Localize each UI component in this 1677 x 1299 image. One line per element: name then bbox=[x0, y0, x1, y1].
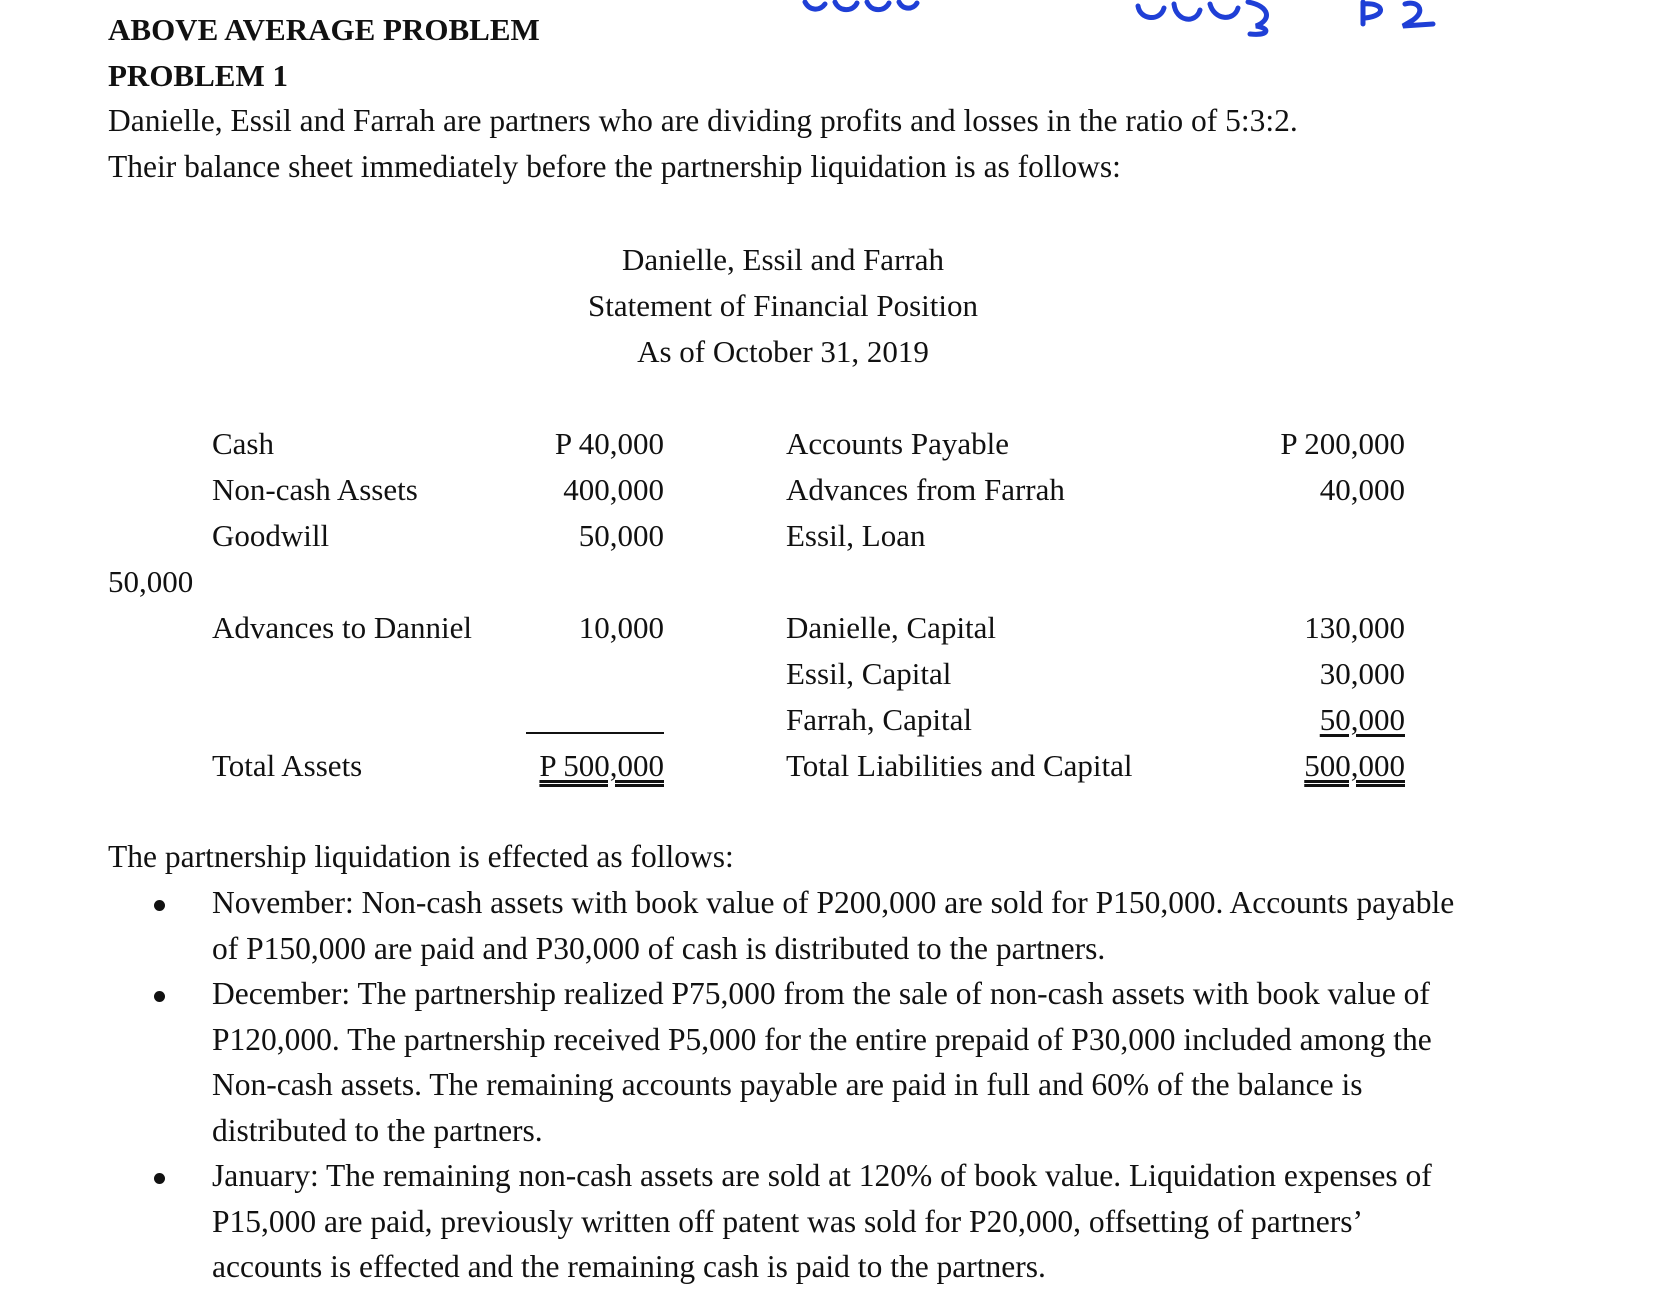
list-item bbox=[108, 880, 1468, 971]
liability-amount: P 200,000 bbox=[1280, 426, 1405, 461]
asset-label: Non-cash Assets bbox=[212, 472, 418, 507]
asset-label: Cash bbox=[212, 426, 274, 461]
list-item bbox=[108, 1153, 1468, 1290]
list-item-text: November: Non-cash assets with book value of P200,000 are sold for P150,000. Accounts payable of P150,000 are paid and P30,000 of cash is distributed to the partners. bbox=[212, 885, 1455, 966]
intro-line-2: Their balance sheet immediately before the partnership liquidation is as follows: bbox=[108, 149, 1121, 184]
handwritten-annotation-middle-icon bbox=[1130, 0, 1290, 40]
intro-line-1: Danielle, Essil and Farrah are partners who are dividing profits and losses in the ratio of 5:3:2. bbox=[108, 103, 1298, 138]
asset-label: Advances to Danniel bbox=[212, 610, 472, 645]
asset-amount: P 40,000 bbox=[554, 426, 664, 461]
assets-subtotal-rule bbox=[526, 732, 664, 734]
liquidation-steps-list bbox=[108, 880, 1468, 1290]
asset-label: Goodwill bbox=[212, 518, 330, 553]
total-assets-label: Total Assets bbox=[212, 748, 363, 783]
liquidation-intro: The partnership liquidation is effected as follows: bbox=[108, 839, 734, 874]
bullet-icon bbox=[154, 900, 165, 911]
capital-amount bbox=[1180, 700, 1405, 740]
liability-amount: 40,000 bbox=[1319, 472, 1405, 507]
total-liabilities-capital-amount: 500,000 bbox=[1304, 748, 1405, 783]
capital-amount-value: 50,000 bbox=[1319, 702, 1405, 737]
asset-amount: 10,000 bbox=[578, 610, 664, 645]
statement-entity: Danielle, Essil and Farrah bbox=[622, 242, 944, 277]
capital-amount: 130,000 bbox=[1304, 610, 1405, 645]
handwritten-annotation-right-icon bbox=[1355, 0, 1465, 40]
bullet-icon bbox=[154, 991, 165, 1002]
list-item-text: December: The partnership realized P75,000 from the sale of non-cash assets with book value of P120,000. The partnership received P5,000 for the entire prepaid of P30,000 included among the Non-cash assets. The remaining accounts payable are paid in full and 60% of the balance is distributed to the partners. bbox=[212, 976, 1432, 1148]
list-item bbox=[108, 971, 1468, 1153]
asset-amount: 50,000 bbox=[578, 518, 664, 553]
statement-title: Statement of Financial Position bbox=[587, 288, 979, 323]
document-title: ABOVE AVERAGE PROBLEM bbox=[108, 12, 540, 47]
total-assets-amount: P 500,000 bbox=[539, 748, 664, 783]
list-item-text: January: The remaining non-cash assets are sold at 120% of book value. Liquidation expenses of P15,000 are paid, previously written off patent was sold for P20,000, offsetting of partners’ accounts is effected and the remaining cash is paid to the partners. bbox=[212, 1158, 1432, 1284]
capital-label: Farrah, Capital bbox=[786, 702, 972, 737]
liability-label: Essil, Loan bbox=[786, 518, 926, 553]
liability-label: Advances from Farrah bbox=[786, 472, 1065, 507]
total-liabilities-capital-label: Total Liabilities and Capital bbox=[786, 748, 1133, 783]
statement-date: As of October 31, 2019 bbox=[637, 334, 929, 369]
asset-amount: 400,000 bbox=[563, 472, 664, 507]
capital-amount: 30,000 bbox=[1319, 656, 1405, 691]
capital-label: Essil, Capital bbox=[786, 656, 952, 691]
capital-label: Danielle, Capital bbox=[786, 610, 997, 645]
bullet-icon bbox=[154, 1173, 165, 1184]
handwritten-annotation-left-icon bbox=[795, 0, 955, 40]
liability-label: Accounts Payable bbox=[786, 426, 1009, 461]
stray-amount: 50,000 bbox=[108, 564, 194, 599]
problem-number: PROBLEM 1 bbox=[108, 58, 288, 93]
